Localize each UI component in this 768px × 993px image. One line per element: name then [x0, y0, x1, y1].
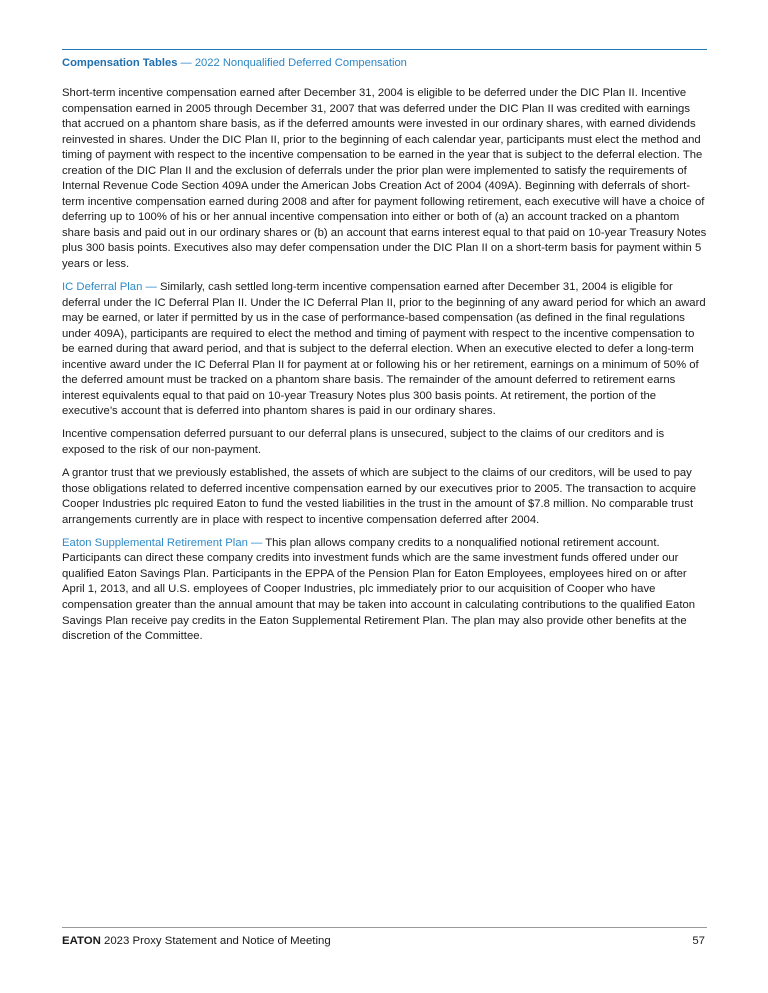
paragraph-body: Short-term incentive compensation earned after December 31, 2004 is eligible to be deferred under the DIC Plan II. Incentive compensation earned in 2005 through December 31, 2007 that was deferred under the DIC Plan II was credited with earnings that accrued on a phantom share basis, as if the deferred amounts were invested in our ordinary shares, with earned dividends reinvested in shares. Under the DIC Plan II, prior to the beginning of each calendar year, participants must elect the method and timing of payment with respect to the incentive compensation to be earned in the year that is subject to the deferral election. The creation of the DIC Plan II and the exclusion of deferrals under the prior plan were implemented to satisfy the requirements of Internal Revenue Code Section 409A under the American Jobs Creation Act of 2004 (409A). Beginning with deferrals of short-term incentive compensation earned during 2008 and after for payment following retirement, each executive will have a choice of deferring up to 100% of his or her annual incentive compensation into either or both of (a) an account tracked on a phantom share basis and paid out in our ordinary shares or (b) an account that earns interest equal to that paid on 10-year Treasury Notes plus 300 basis points. Executives also may defer compensation under the DIC Plan II on a short-term basis for payment within 5 years or less. — [62, 87, 707, 271]
paragraph-body: Incentive compensation deferred pursuant to our deferral plans is unsecured, subject to the claims of our creditors and is exposed to the risk of our non-payment. — [62, 428, 665, 457]
paragraph-body: This plan allows company credits to a nonqualified notional retirement account. Participants can direct these company credits into investment funds which are the same investment funds offered under our qualified Eaton Savings Plan. Participants in the EPPA of the Pension Plan for Eaton Employees, employees hired on or after April 1, 2013, and all U.S. employees of Cooper Industries, plc immediately prior to our acquisition of Cooper who have compensation greater than the annual amount that may be taken into account in calculating contributions to the qualified Eaton Savings Plan receive pay credits in the Eaton Supplemental Retirement Plan. The plan may also provide other benefits at the discretion of the Committee. — [62, 536, 696, 643]
page-header — [62, 49, 707, 70]
paragraph-dic-plan — [62, 86, 708, 273]
paragraph-supplemental-retirement-plan — [62, 536, 708, 645]
paragraph-lead-heading: Eaton Supplemental Retirement Plan — — [62, 536, 266, 549]
page-footer — [62, 927, 707, 948]
footer-brand: EATON — [62, 935, 101, 947]
section-title: Compensation Tables — [62, 57, 178, 69]
paragraph-body: A grantor trust that we previously established, the assets of which are subject to the claims of our creditors, will be used to pay those obligations related to deferred incentive compensation earned by our executives prior to 2005. The transaction to acquire Cooper Industries plc required Eaton to fund the vested liabilities in the trust in the amount of $7.8 million. No comparable trust arrangements currently are in place with respect to incentive compensation deferred after 2004. — [62, 467, 697, 526]
paragraph-body: Similarly, cash settled long-term incentive compensation earned after December 31, 2004 is eligible for deferral under the IC Deferral Plan II. Under the IC Deferral Plan II, prior to the beginning of any award period for which an award may be earned, or later if permitted by us in the case of performance-based compensation (as defined in the final regulations under 409A), participants are required to elect the method and timing of payment with respect to the incentive compensation to be earned during that award period, and that is subject to the deferral election. When an executive elected to defer a long-term incentive award under the IC Deferral Plan II for payment at or following his or her retirement, earnings on a minimum of 50% of the deferred amount must be tracked on a phantom share basis. The remainder of the amount deferred to retirement earns interest equivalents equal to that paid on 10-year Treasury Notes plus 300 basis points. At retirement, the portion of the executive’s account that is deferred into phantom shares is paid in our ordinary shares. — [62, 281, 706, 418]
paragraph-unsecured-deferrals — [62, 427, 708, 458]
paragraph-grantor-trust — [62, 466, 708, 528]
header-separator: — — [177, 57, 195, 69]
document-body — [62, 86, 708, 652]
footer-title: 2023 Proxy Statement and Notice of Meeting — [100, 935, 331, 947]
paragraph-ic-deferral-plan — [62, 280, 708, 420]
subsection-title: 2022 Nonqualified Deferred Compensation — [194, 57, 407, 69]
page-number: 57 — [692, 935, 705, 947]
paragraph-lead-heading: IC Deferral Plan — — [62, 281, 160, 294]
